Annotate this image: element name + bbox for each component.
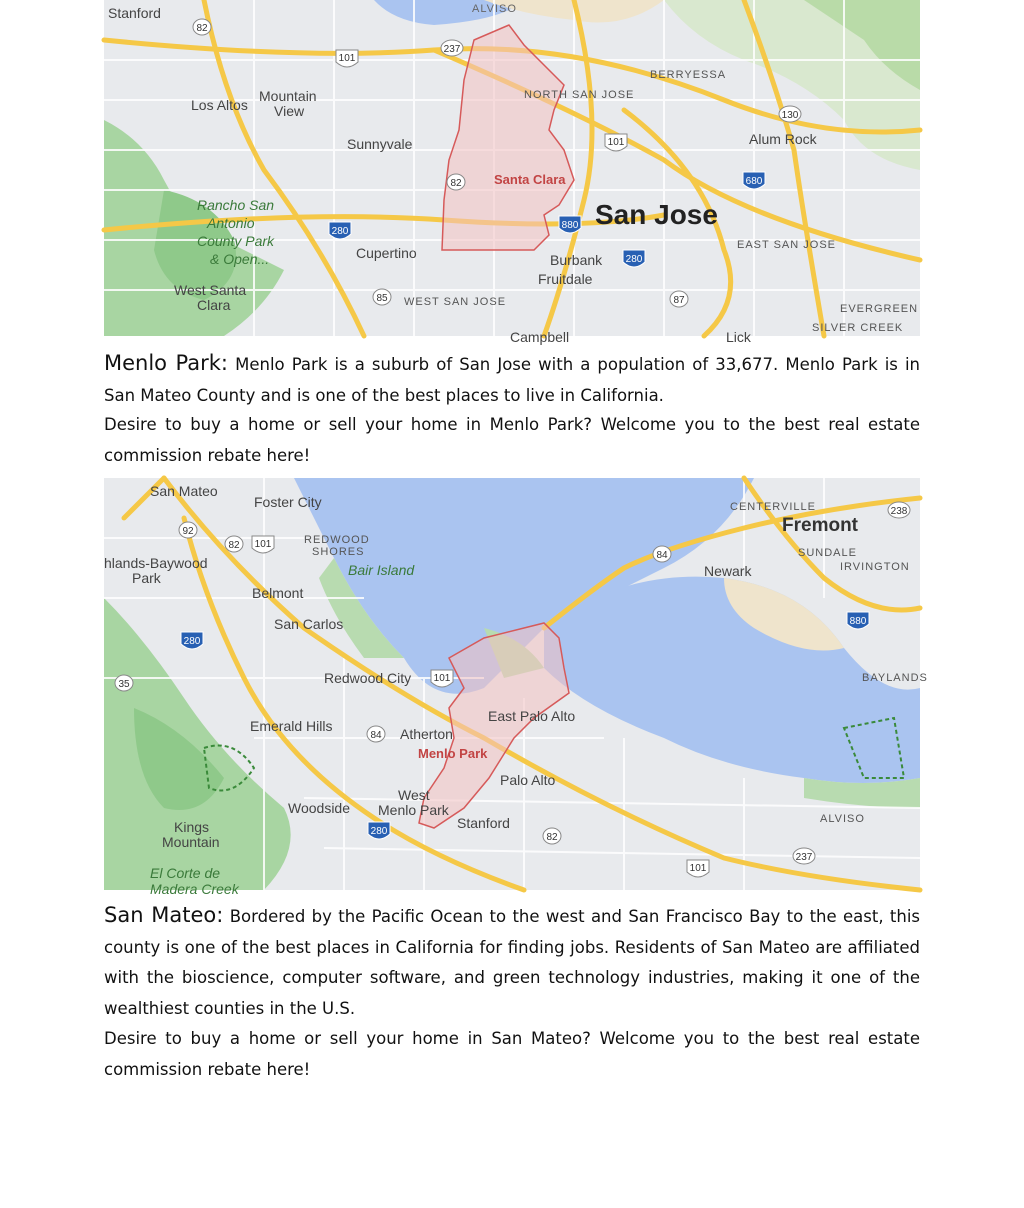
svg-text:880: 880 [849, 616, 867, 627]
svg-text:Park: Park [132, 570, 161, 586]
san-mateo-heading: San Mateo: [104, 903, 224, 927]
svg-text:San Mateo: San Mateo [150, 483, 218, 499]
svg-text:EVERGREEN: EVERGREEN [840, 303, 919, 315]
svg-text:Atherton: Atherton [400, 726, 453, 742]
svg-text:Rancho San: Rancho San [197, 197, 275, 213]
svg-text:82: 82 [196, 23, 208, 34]
san-mateo-body: Bordered by the Pacific Ocean to the west and San Francisco Bay to the east, this county is one of the best places in California for finding jobs. Residents of San Mateo are affiliated with the bioscience, computer software, and green technology industries, making it one of the wealthiest counties in the U.S. [104, 907, 921, 1018]
svg-text:NORTH SAN JOSE: NORTH SAN JOSE [524, 89, 635, 101]
svg-text:View: View [274, 103, 305, 119]
svg-text:280: 280 [625, 254, 643, 265]
san-mateo-paragraph [104, 900, 920, 1024]
svg-text:Stanford: Stanford [108, 5, 161, 21]
svg-text:82: 82 [450, 178, 462, 189]
svg-text:SUNDALE: SUNDALE [798, 547, 857, 559]
svg-text:Antonio: Antonio [207, 215, 255, 231]
svg-text:101: 101 [433, 673, 451, 684]
svg-text:West Santa: West Santa [174, 282, 247, 298]
svg-text:Clara: Clara [197, 297, 231, 313]
menlo-park-body: Menlo Park is a suburb of San Jose with a population of 33,677. Menlo Park is in San Mateo County and is one of the best places to live in California. [104, 355, 921, 405]
svg-text:CENTERVILLE: CENTERVILLE [730, 501, 816, 513]
svg-text:hlands-Baywood: hlands-Baywood [104, 555, 208, 571]
svg-text:101: 101 [338, 53, 356, 64]
svg-text:280: 280 [331, 226, 349, 237]
svg-text:BAYLANDS: BAYLANDS [862, 672, 928, 684]
svg-text:ALVISO: ALVISO [820, 813, 865, 825]
svg-text:Sunnyvale: Sunnyvale [347, 136, 413, 152]
svg-text:101: 101 [607, 137, 625, 148]
svg-text:237: 237 [795, 852, 813, 863]
svg-text:Fruitdale: Fruitdale [538, 271, 593, 287]
svg-text:Bair Island: Bair Island [348, 562, 415, 578]
svg-text:101: 101 [689, 863, 707, 874]
svg-text:San Jose: San Jose [595, 199, 718, 230]
svg-text:Belmont: Belmont [252, 585, 304, 601]
svg-text:87: 87 [673, 295, 685, 306]
svg-text:East Palo Alto: East Palo Alto [488, 708, 576, 724]
svg-text:238: 238 [890, 506, 908, 517]
svg-text:280: 280 [183, 636, 201, 647]
svg-text:35: 35 [118, 679, 130, 690]
svg-text:92: 92 [182, 526, 194, 537]
menlo-park-paragraph [104, 348, 920, 411]
svg-text:Fremont: Fremont [782, 515, 858, 536]
svg-text:Stanford: Stanford [457, 815, 510, 831]
svg-text:280: 280 [370, 826, 388, 837]
menlo-park-heading: Menlo Park: [104, 351, 229, 375]
svg-text:Madera Creek: Madera Creek [150, 881, 239, 897]
svg-text:Burbank: Burbank [550, 252, 603, 268]
svg-text:Mountain: Mountain [162, 834, 220, 850]
svg-text:EAST SAN JOSE: EAST SAN JOSE [737, 239, 836, 251]
svg-text:Los Altos: Los Altos [191, 97, 248, 113]
svg-text:Menlo Park: Menlo Park [418, 746, 488, 761]
svg-text:84: 84 [656, 550, 668, 561]
svg-text:ALVISO: ALVISO [472, 3, 517, 15]
svg-text:Lick: Lick [726, 329, 751, 345]
svg-text:SHORES: SHORES [312, 546, 365, 558]
svg-text:BERRYESSA: BERRYESSA [650, 69, 727, 81]
svg-text:Santa Clara: Santa Clara [494, 172, 566, 187]
svg-text:Menlo Park: Menlo Park [378, 802, 449, 818]
svg-text:680: 680 [745, 176, 763, 187]
svg-text:SILVER CREEK: SILVER CREEK [812, 322, 904, 334]
svg-text:Redwood City: Redwood City [324, 670, 412, 686]
svg-text:Alum Rock: Alum Rock [749, 131, 817, 147]
svg-text:County Park: County Park [197, 233, 275, 249]
svg-text:85: 85 [376, 293, 388, 304]
svg-text:101: 101 [254, 539, 272, 550]
svg-text:REDWOOD: REDWOOD [304, 534, 370, 546]
svg-text:El Corte de: El Corte de [150, 865, 221, 881]
svg-text:IRVINGTON: IRVINGTON [840, 561, 910, 573]
svg-text:Campbell: Campbell [510, 329, 570, 345]
svg-text:82: 82 [546, 832, 558, 843]
svg-text:Woodside: Woodside [288, 800, 351, 816]
svg-text:237: 237 [443, 44, 461, 55]
menlo-park-map [104, 478, 928, 897]
santa-clara-map [104, 0, 920, 345]
menlo-park-cta: Desire to buy a home or sell your home in Menlo Park? Welcome you to the best real estate commission rebate here! [104, 415, 920, 465]
svg-text:Palo Alto: Palo Alto [500, 772, 556, 788]
svg-text:880: 880 [561, 220, 579, 231]
svg-text:& Open...: & Open... [210, 251, 270, 267]
svg-text:Emerald Hills: Emerald Hills [250, 718, 333, 734]
svg-text:Cupertino: Cupertino [356, 245, 417, 261]
svg-text:WEST SAN JOSE: WEST SAN JOSE [404, 296, 507, 308]
svg-text:84: 84 [370, 730, 382, 741]
svg-text:Mountain: Mountain [259, 88, 317, 104]
svg-text:Newark: Newark [704, 563, 752, 579]
svg-text:Foster City: Foster City [254, 494, 322, 510]
svg-text:San Carlos: San Carlos [274, 616, 344, 632]
svg-text:130: 130 [781, 110, 799, 121]
san-mateo-cta: Desire to buy a home or sell your home in San Mateo? Welcome you to the best real estate commission rebate here! [104, 1029, 920, 1079]
svg-text:82: 82 [228, 540, 240, 551]
svg-text:Kings: Kings [174, 819, 210, 835]
svg-text:West: West [398, 787, 430, 803]
